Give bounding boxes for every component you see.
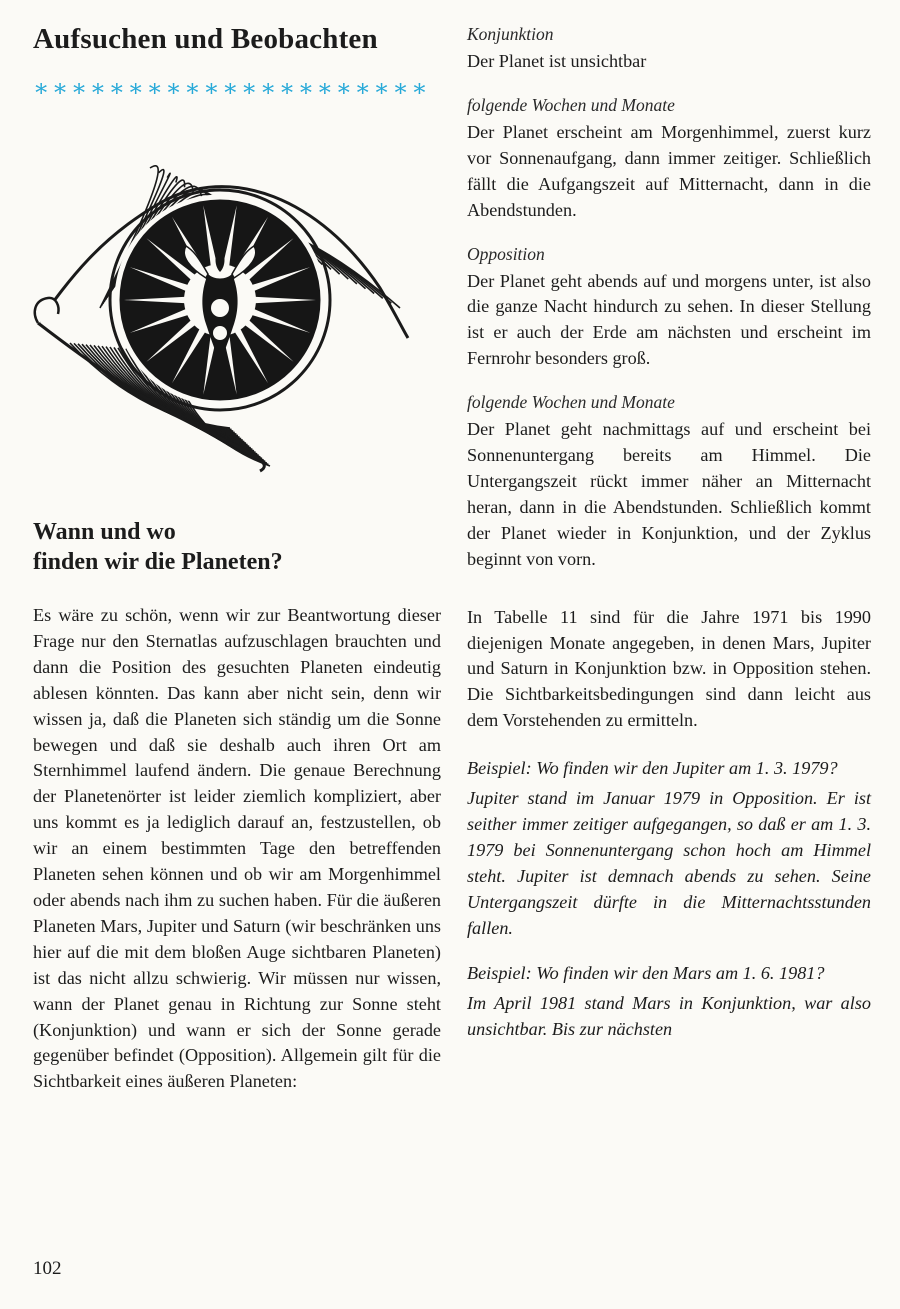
phase-heading: Konjunktion	[467, 24, 554, 44]
right-column	[467, 22, 871, 1043]
section-title-line-1: Wann und wo	[33, 519, 176, 545]
section-title	[33, 517, 441, 577]
intro-paragraph: Es wäre zu schön, wenn wir zur Beantwortung dieser Frage nur den Sternatlas aufzuschlagen brauchten und dann die Position des gesuchten Planeten eindeutig ablesen könnten. Das kann aber nicht sein, denn wir wissen ja, daß die Planeten sich ständig um die Sonne bewegen und daß sie deshalb auch ihren Ort am Sternhimmel laufend ändern. Die genaue Berechnung der Planetenörter ist leider ziemlich kompliziert, aber uns kommt es ja lediglich darauf an, festzustellen, ob wir an einem bestimmten Tage den betreffenden Planeten sehen können und ob wir am Morgenhimmel oder abends nach ihm zu suchen haben. Für die äußeren Planeten Mars, Jupiter und Saturn (wir beschränken uns hier auf die mit dem bloßen Auge sichtbaren Planeten) ist das nicht allzu schwierig. Wir müssen nur wissen, wann der Planet genau in Richtung zur Sonne steht (Konjunktion) und wann er sich der Sonne gerade gegenüber befindet (Opposition). Allgemein gilt für die Sichtbarkeit eines äußeren Planeten:	[33, 605, 441, 1092]
phase-heading: folgende Wochen und Monate	[467, 94, 675, 115]
page-number: 102	[33, 1258, 62, 1279]
phase-text: Der Planet erscheint am Morgenhimmel, zuerst kurz vor Sonnenaufgang, dann immer zeitiger. Schließlich fällt die Aufgangszeit auf Mitternacht, dann in die Abendstunden.	[467, 121, 871, 220]
phase-text: Der Planet ist unsichtbar	[467, 51, 647, 71]
phase-text: Der Planet geht nachmittags auf und erscheint bei Sonnenuntergang bereits am Himmel. Die Untergangszeit rückt immer näher an Mitternacht heran, dann in die Abendstunden. Schließlich kommt der Planet wieder in Konjunktion, und der Zyklus beginnt von vorn.	[467, 419, 871, 569]
section-title-line-2: finden wir die Planeten?	[33, 549, 283, 575]
phase-after-conjunction	[467, 93, 871, 224]
eye-with-sun-icon	[30, 128, 410, 473]
phase-conjunction	[467, 22, 871, 75]
star-divider: ∗∗∗∗∗∗∗∗∗∗∗∗∗∗∗∗∗∗∗∗∗	[33, 76, 431, 102]
table-paragraph: In Tabelle 11 sind für die Jahre 1971 bis 1990 diejenigen Monate angegeben, in denen Mars, Jupiter und Saturn in Konjunktion bzw. in Opposition stehen. Die Sichtbarkeitsbedingungen sind dann leicht aus dem Vorstehenden zu ermitteln.	[467, 606, 871, 731]
phase-after-opposition	[467, 390, 871, 572]
phase-heading: Opposition	[467, 243, 545, 264]
example-1-answer: Jupiter stand im Januar 1979 in Opposition. Er ist seither immer zeitiger aufgegangen, so daß er am 1. 3. 1979 bei Sonnenuntergang schon hoch am Himmel steht. Jupiter ist demnach abends zu sehen. Seine Untergangszeit dürfte in die Mitternachtsstunden fallen.	[467, 788, 871, 938]
phase-text: Der Planet geht abends auf und morgens unter, ist also die ganze Nacht hindurch zu sehen. In dieser Stellung ist er auch der Erde am nächsten und erscheint im Fernrohr besonders groß.	[467, 270, 871, 369]
phase-heading: folgende Wochen und Monate	[467, 392, 675, 413]
phase-opposition	[467, 242, 871, 373]
example-2-question: Beispiel: Wo finden wir den Mars am 1. 6. 1981?	[467, 963, 825, 984]
left-column	[33, 22, 441, 1095]
example-2-answer: Im April 1981 stand Mars in Konjunktion, war also unsichtbar. Bis zur nächsten	[467, 993, 871, 1040]
example-1-question: Beispiel: Wo finden wir den Jupiter am 1. 3. 1979?	[467, 758, 838, 779]
page-title: Aufsuchen und Beobachten	[33, 23, 378, 55]
